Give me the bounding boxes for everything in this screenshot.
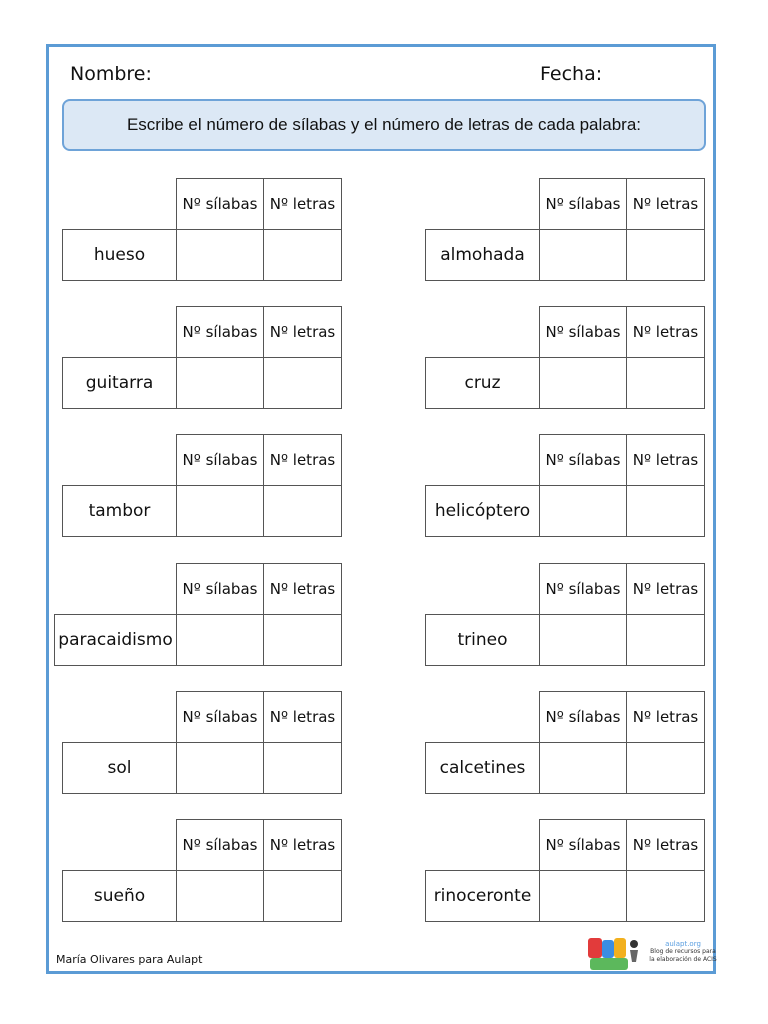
header-letras: Nº letras [263,434,342,486]
word-cell: guitarra [62,357,177,409]
letras-answer-cell[interactable] [626,870,705,922]
letras-answer-cell[interactable] [626,614,705,666]
word-table-tambor [62,434,343,538]
letras-answer-cell[interactable] [626,229,705,281]
header-letras: Nº letras [263,306,342,358]
word-table-cruz [425,306,706,410]
letras-answer-cell[interactable] [626,357,705,409]
silabas-answer-cell[interactable] [176,485,264,537]
word-table-paracaidismo [58,563,343,667]
silabas-answer-cell[interactable] [539,229,627,281]
word-cell: almohada [425,229,540,281]
silabas-answer-cell[interactable] [176,357,264,409]
logo-caption-block [648,940,718,964]
word-table-almohada [425,178,706,282]
word-cell: calcetines [425,742,540,794]
fecha-label: Fecha: [540,63,603,85]
silabas-answer-cell[interactable] [539,357,627,409]
header-letras: Nº letras [626,691,705,743]
word-cell: sueño [62,870,177,922]
header-letras: Nº letras [626,434,705,486]
silabas-answer-cell[interactable] [539,742,627,794]
silabas-answer-cell[interactable] [176,614,264,666]
header-letras: Nº letras [626,178,705,230]
letras-answer-cell[interactable] [263,485,342,537]
letras-answer-cell[interactable] [626,485,705,537]
letras-answer-cell[interactable] [263,357,342,409]
header-silabas: Nº sílabas [539,178,627,230]
word-cell: sol [62,742,177,794]
word-cell: rinoceronte [425,870,540,922]
header-silabas: Nº sílabas [176,306,264,358]
silabas-answer-cell[interactable] [539,614,627,666]
word-cell: hueso [62,229,177,281]
silabas-answer-cell[interactable] [176,870,264,922]
header-silabas: Nº sílabas [539,563,627,615]
header-silabas: Nº sílabas [539,434,627,486]
letras-answer-cell[interactable] [263,870,342,922]
header-silabas: Nº sílabas [176,563,264,615]
word-cell: trineo [425,614,540,666]
letras-answer-cell[interactable] [263,229,342,281]
silabas-answer-cell[interactable] [176,742,264,794]
nombre-label: Nombre: [70,63,152,85]
header-letras: Nº letras [626,306,705,358]
logo-caption: Blog de recursos para la elaboración de ACIS [649,948,717,963]
header-letras: Nº letras [263,691,342,743]
header-letras: Nº letras [626,819,705,871]
letras-answer-cell[interactable] [263,742,342,794]
silabas-answer-cell[interactable] [539,485,627,537]
header-silabas: Nº sílabas [176,691,264,743]
word-cell: helicóptero [425,485,540,537]
letras-answer-cell[interactable] [626,742,705,794]
word-cell: cruz [425,357,540,409]
header-letras: Nº letras [626,563,705,615]
header-silabas: Nº sílabas [176,819,264,871]
word-table-hueso [62,178,343,282]
silabas-answer-cell[interactable] [176,229,264,281]
logo-site: aulapt.org [665,940,701,948]
author-credit: María Olivares para Aulapt [56,953,203,966]
word-table-trineo [425,563,706,667]
word-table-helicoptero [425,434,706,538]
word-table-rinoceronte [425,819,706,923]
header-letras: Nº letras [263,563,342,615]
word-cell: paracaidismo [54,614,177,666]
word-table-calcetines [425,691,706,795]
word-table-sol [62,691,343,795]
header-silabas: Nº sílabas [539,691,627,743]
instruction-text: Escribe el número de sílabas y el número de letras de cada palabra: [126,115,642,134]
letras-answer-cell[interactable] [263,614,342,666]
silabas-answer-cell[interactable] [539,870,627,922]
word-cell: tambor [62,485,177,537]
instruction-box [62,99,706,151]
word-table-sueno [62,819,343,923]
word-table-guitarra [62,306,343,410]
header-letras: Nº letras [263,819,342,871]
aulapt-logo [586,936,646,972]
header-silabas: Nº sílabas [176,434,264,486]
header-silabas: Nº sílabas [539,819,627,871]
header-silabas: Nº sílabas [539,306,627,358]
header-letras: Nº letras [263,178,342,230]
header-silabas: Nº sílabas [176,178,264,230]
